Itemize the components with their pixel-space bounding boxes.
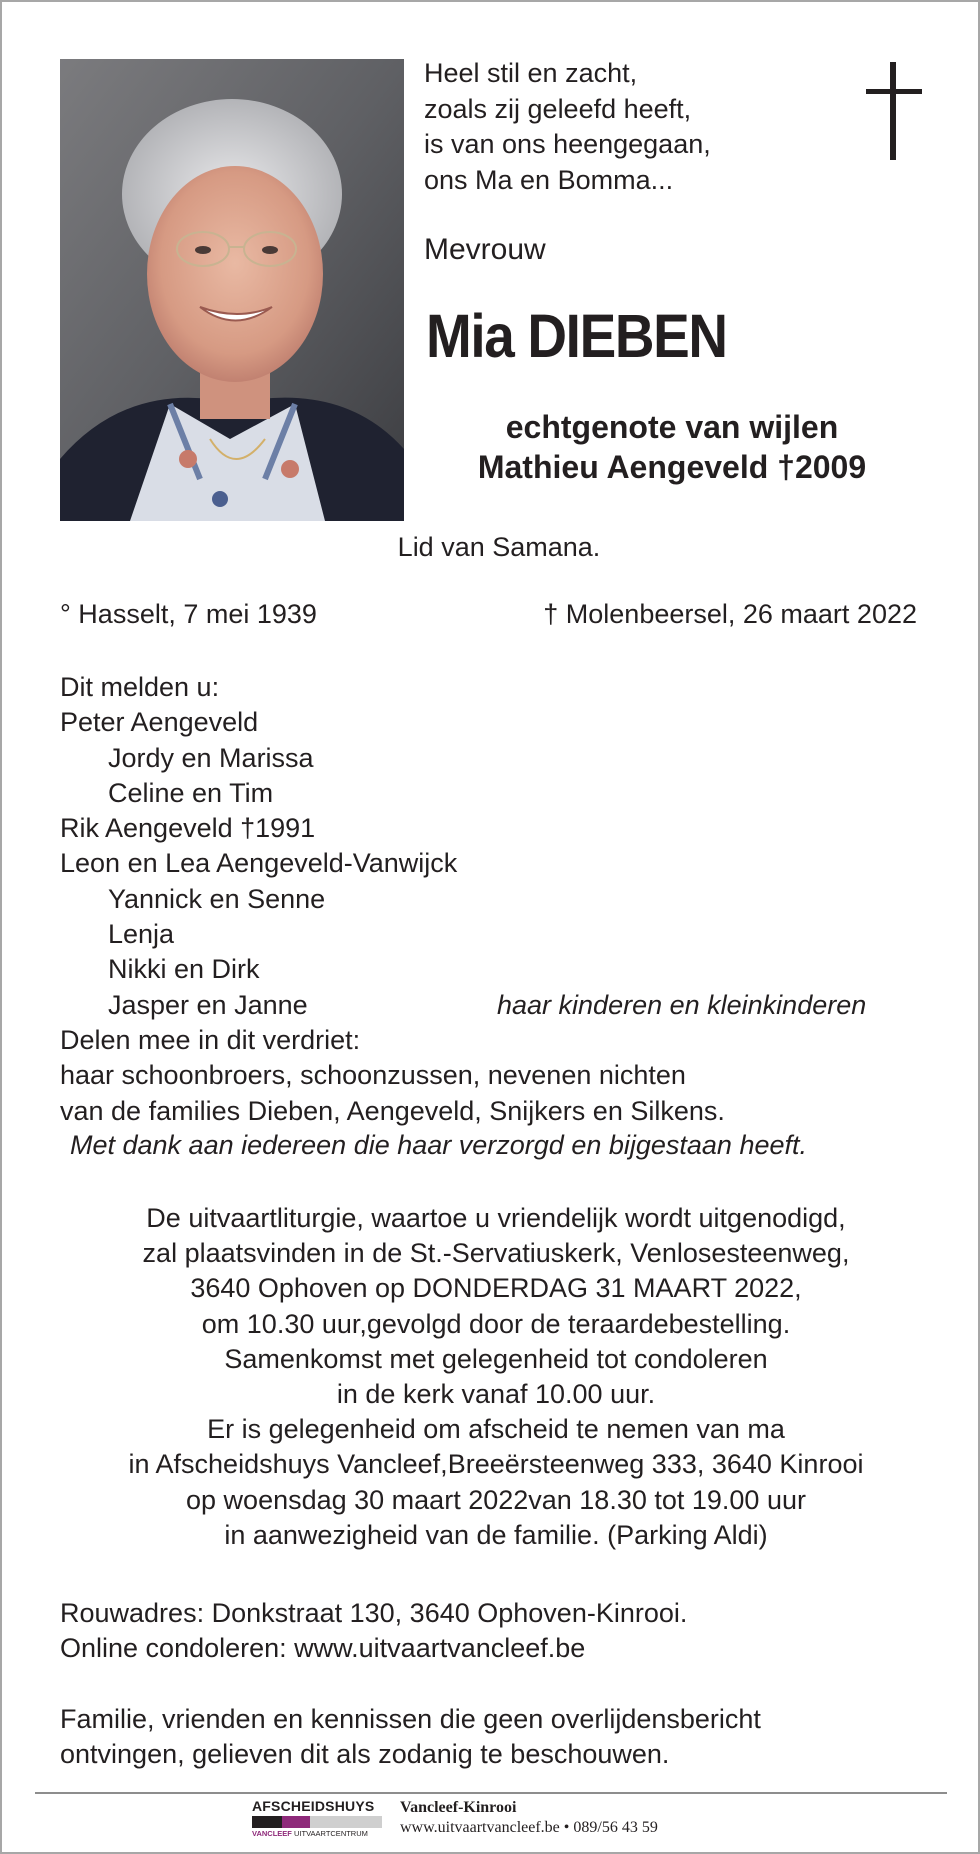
funeral-line: Er is gelegenheid om afscheid te nemen van ma: [207, 1414, 785, 1445]
closing-line: ontvingen, gelieven dit als zodanig te beschouwen.: [60, 1739, 670, 1769]
funeral-line: in aanwezigheid van de familie. (Parking Aldi): [224, 1519, 768, 1550]
spouse-line: echtgenote van wijlen: [505, 409, 839, 445]
company-contact: www.uitvaartvancleef.be • 089/56 43 59: [400, 1819, 658, 1836]
poem: [424, 56, 824, 198]
family-member: Celine en Tim: [108, 777, 274, 808]
logo-subtitle: [252, 1829, 382, 1838]
honorific: Mevrouw: [424, 233, 546, 266]
company-name: Vancleef-Kinrooi: [400, 1799, 517, 1816]
family-member: Jasper en Janne: [108, 989, 308, 1020]
family-member: Leon en Lea Aengeveld-Vanwijck: [60, 848, 458, 879]
online-condolence: Online condoleren: www.uitvaartvancleef.be: [60, 1633, 586, 1663]
footer-contact: [400, 1798, 658, 1838]
deceased-name: Mia DIEBEN: [426, 302, 727, 370]
portrait-photo: [60, 59, 404, 521]
family-intro: Dit melden u:: [60, 672, 220, 702]
family-member: Rik Aengeveld †1991: [60, 813, 316, 844]
funeral-line: 3640 Ophoven op DONDERDAG 31 MAART 2022,: [190, 1273, 802, 1304]
family-member: Nikki en Dirk: [108, 954, 260, 985]
funeral-line: om 10.30 uur,gevolgd door de teraardebestelling.: [201, 1308, 791, 1339]
relation-label: haar kinderen en kleinkinderen: [497, 989, 867, 1020]
spouse-line: Mathieu Aengeveld †2009: [477, 449, 867, 485]
share-line: haar schoonbroers, schoonzussen, nevenen nichten: [60, 1060, 686, 1091]
funeral-line: in de kerk vanaf 10.00 uur.: [336, 1379, 656, 1410]
family-member: Yannick en Senne: [108, 883, 326, 914]
share-line: van de families Dieben, Aengeveld, Snijkers en Silkens.: [60, 1095, 725, 1126]
death-info: † Molenbeersel, 26 maart 2022: [543, 599, 917, 629]
poem-line: ons Ma en Bomma...: [424, 164, 674, 195]
share-intro: Delen mee in dit verdriet:: [60, 1024, 361, 1055]
funeral-details: [2, 1201, 980, 1553]
logo-sub-right: UITVAARTCENTRUM: [294, 1829, 368, 1838]
footer-divider: [35, 1792, 947, 1794]
thanks-line: Met dank aan iedereen die haar verzorgd en bijgestaan heeft.: [70, 1130, 808, 1160]
family-member: Lenja: [108, 919, 175, 950]
mourning-address: Rouwadres: Donkstraat 130, 3640 Ophoven-Kinrooi.: [60, 1598, 688, 1628]
poem-line: is van ons heengegaan,: [424, 129, 711, 159]
funeral-home-logo: [252, 1798, 382, 1838]
logo-sub-left: VANCLEEF: [252, 1829, 292, 1838]
family-list: [60, 670, 930, 1129]
family-row: [60, 988, 930, 1023]
logo-bar: [252, 1816, 382, 1828]
poem-line: zoals zij geleefd heeft,: [424, 93, 692, 124]
funeral-line: Samenkomst met gelegenheid tot condoleren: [224, 1343, 768, 1374]
poem-line: Heel stil en zacht,: [424, 58, 638, 88]
closing-note: [60, 1702, 761, 1772]
spouse-info: [432, 407, 912, 487]
address-block: [60, 1596, 687, 1666]
membership: Lid van Samana.: [397, 532, 601, 562]
funeral-line: De uitvaartliturgie, waartoe u vriendelijk wordt uitgenodigd,: [146, 1203, 846, 1233]
funeral-line: op woensdag 30 maart 2022van 18.30 tot 19.00 uur: [186, 1484, 806, 1515]
family-member: Peter Aengeveld: [60, 707, 259, 738]
funeral-line: zal plaatsvinden in de St.-Servatiuskerk, Venlosesteenweg,: [142, 1238, 850, 1269]
family-member: Jordy en Marissa: [108, 742, 314, 773]
closing-line: Familie, vrienden en kennissen die geen overlijdensbericht: [60, 1704, 761, 1734]
logo-text: AFSCHEIDSHUYS: [252, 1798, 375, 1814]
funeral-line: in Afscheidshuys Vancleef,Breeërsteenweg 333, 3640 Kinrooi: [128, 1449, 864, 1480]
cross-icon: [866, 62, 922, 162]
birth-info: ° Hasselt, 7 mei 1939: [60, 599, 317, 629]
